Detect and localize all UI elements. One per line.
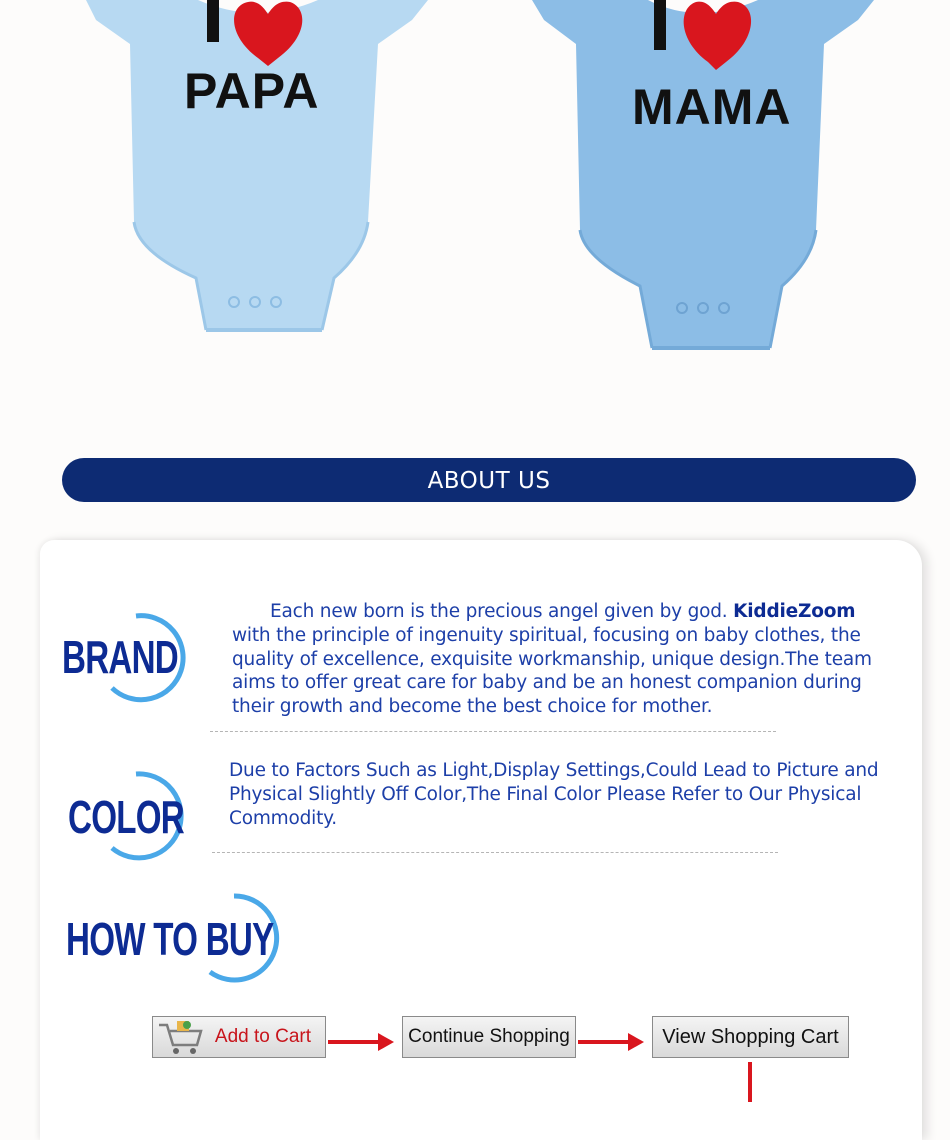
view-shopping-cart-label: View Shopping Cart bbox=[662, 1025, 839, 1048]
brand-name: KiddieZoom bbox=[733, 601, 856, 622]
how-to-buy-badge bbox=[62, 888, 282, 984]
brand-intro: Each new born is the precious angel given by god. bbox=[270, 601, 728, 622]
shopping-cart-icon bbox=[157, 1019, 205, 1057]
papa-print-text: PAPA bbox=[184, 63, 320, 119]
brand-badge-label: BRAND bbox=[62, 631, 178, 683]
product-image-papa bbox=[78, 0, 438, 360]
continue-shopping-label: Continue Shopping bbox=[408, 1026, 570, 1047]
divider-2 bbox=[212, 852, 778, 853]
arrow-right-icon bbox=[328, 1030, 396, 1054]
color-description: Due to Factors Such as Light,Display Settings,Could Lead to Picture and Physical Slightly Off Color,The Final Color Please Refer to Our Physical Commodity. bbox=[229, 760, 879, 829]
brand-badge bbox=[60, 608, 200, 704]
about-us-header: ABOUT US bbox=[62, 458, 916, 502]
color-badge-label: COLOR bbox=[68, 791, 184, 843]
brand-description bbox=[232, 600, 892, 719]
add-to-cart-label: Add to Cart bbox=[214, 1026, 311, 1047]
brand-body: with the principle of ingenuity spiritual, focusing on baby clothes, the quality of excellence, exquisite workmanship, unique design.The team aims to offer great care for baby and be an honest companion during their growth and become the best choice for mother. bbox=[232, 624, 872, 718]
color-badge bbox=[66, 766, 202, 862]
product-image-mama bbox=[528, 0, 888, 360]
add-to-cart-button[interactable] bbox=[152, 1016, 326, 1058]
arrow-right-icon bbox=[578, 1030, 646, 1054]
view-shopping-cart-button[interactable] bbox=[652, 1016, 849, 1058]
arrow-down-icon bbox=[745, 1062, 755, 1102]
continue-shopping-button[interactable] bbox=[402, 1016, 576, 1058]
divider-1 bbox=[210, 731, 776, 732]
mama-print-text: MAMA bbox=[632, 79, 792, 135]
how-to-buy-label: HOW TO BUY bbox=[66, 913, 274, 965]
